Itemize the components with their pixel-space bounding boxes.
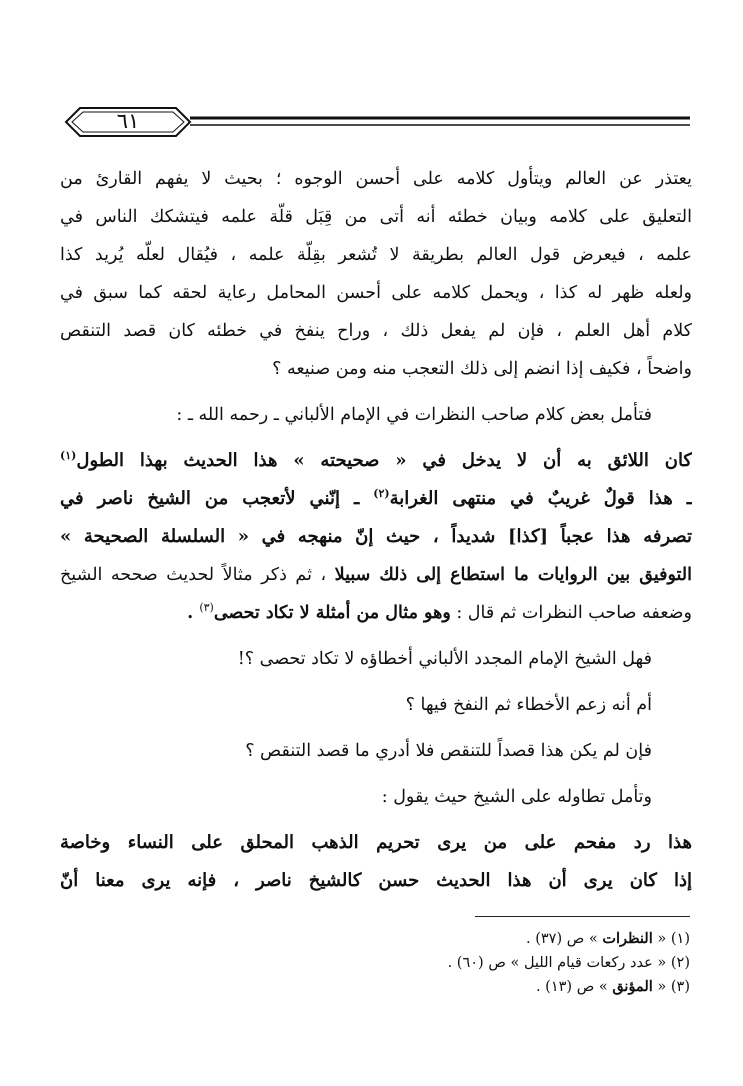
footnote-separator xyxy=(475,916,690,917)
footnote-3: (٣) « المؤنق » ص (١٣) . xyxy=(535,978,690,995)
quote1-line-1: كان اللائق به أن لا يدخل في « صحيحته » هذا الحديث بهذا الطول$^{(١)}$ xyxy=(60,449,692,471)
text-line-5: كلام أهل العلم ، فإن لم يفعل ذلك ، وراح ينفخ في خطئه كان قصد التنقص xyxy=(60,321,692,341)
quote1-line-2: ـ هذا قولٌ غريبٌ في منتهى الغرابة$^{(٢)}$ ـ إنّني لأتعجب من الشيخ ناصر في xyxy=(60,487,692,509)
footnotes xyxy=(380,927,690,999)
footnote-1: (١) « النظرات » ص (٣٧) . xyxy=(526,930,690,947)
text-line-4: ولعله ظهر له كذا ، ويحمل كلامه على أحسن المحامل رعاية لحقه كما سبق في xyxy=(60,283,692,303)
question-line-2: أم أنه زعم الأخطاء ثم النفخ فيها ؟ xyxy=(405,695,652,715)
text-line-2: التعليق على كلامه وبيان خطئه أنه أتى من قِبَل قلّة علمه فيتشكك الناس في xyxy=(60,207,692,227)
quote1-line-5: وضعفه صاحب النظرات ثم قال : وهو مثال من أمثلة لا تكاد تحصى$^{(٣)}$ . xyxy=(187,601,692,623)
quote1-line-3: تصرفه هذا عجباً [كذا] شديداً ، حيث إنّ منهجه في « السلسلة الصحيحة » xyxy=(60,526,692,547)
page-header xyxy=(60,100,690,144)
question-line-3: فإن لم يكن هذا قصداً للتنقص فلا أدري ما قصد التنقص ؟ xyxy=(245,741,652,761)
page-number: ٦١ xyxy=(116,109,140,133)
quote1-line-4: التوفيق بين الروايات ما استطاع إلى ذلك سبيلا ، ثم ذكر مثالاً لحديث صححه الشيخ xyxy=(60,565,692,585)
question-line-4: وتأمل تطاوله على الشيخ حيث يقول : xyxy=(381,787,652,807)
footnote-2: (٢) « عدد ركعات قيام الليل » ص (٦٠) . xyxy=(447,955,690,971)
text-line-6: واضحاً ، فكيف إذا انضم إلى ذلك التعجب منه ومن صنيعه ؟ xyxy=(272,359,692,379)
main-text xyxy=(60,160,692,900)
quote2-line-1: هذا رد مفحم على من يرى تحريم الذهب المحلق على النساء وخاصة xyxy=(60,832,692,853)
question-line-1: فهل الشيخ الإمام المجدد الألباني أخطاؤه لا تكاد تحصى ؟! xyxy=(237,649,652,669)
text-line-1: يعتذر عن العالم ويتأول كلامه على أحسن الوجوه ؛ بحيث لا يفهم القارئ من xyxy=(60,169,692,189)
text-line-3: علمه ، فيعرض قول العالم بطريقة لا تُشعر بقِلّة علمه ، فيُقال لعلّه يُريد كذا xyxy=(60,245,692,265)
intro-line: فتأمل بعض كلام صاحب النظرات في الإمام الألباني ـ رحمه الله ـ : xyxy=(176,405,652,425)
quote2-line-2: إذا كان يرى أن هذا الحديث حسن كالشيخ ناصر ، فإنه يرى معنا أنّ xyxy=(60,870,692,891)
